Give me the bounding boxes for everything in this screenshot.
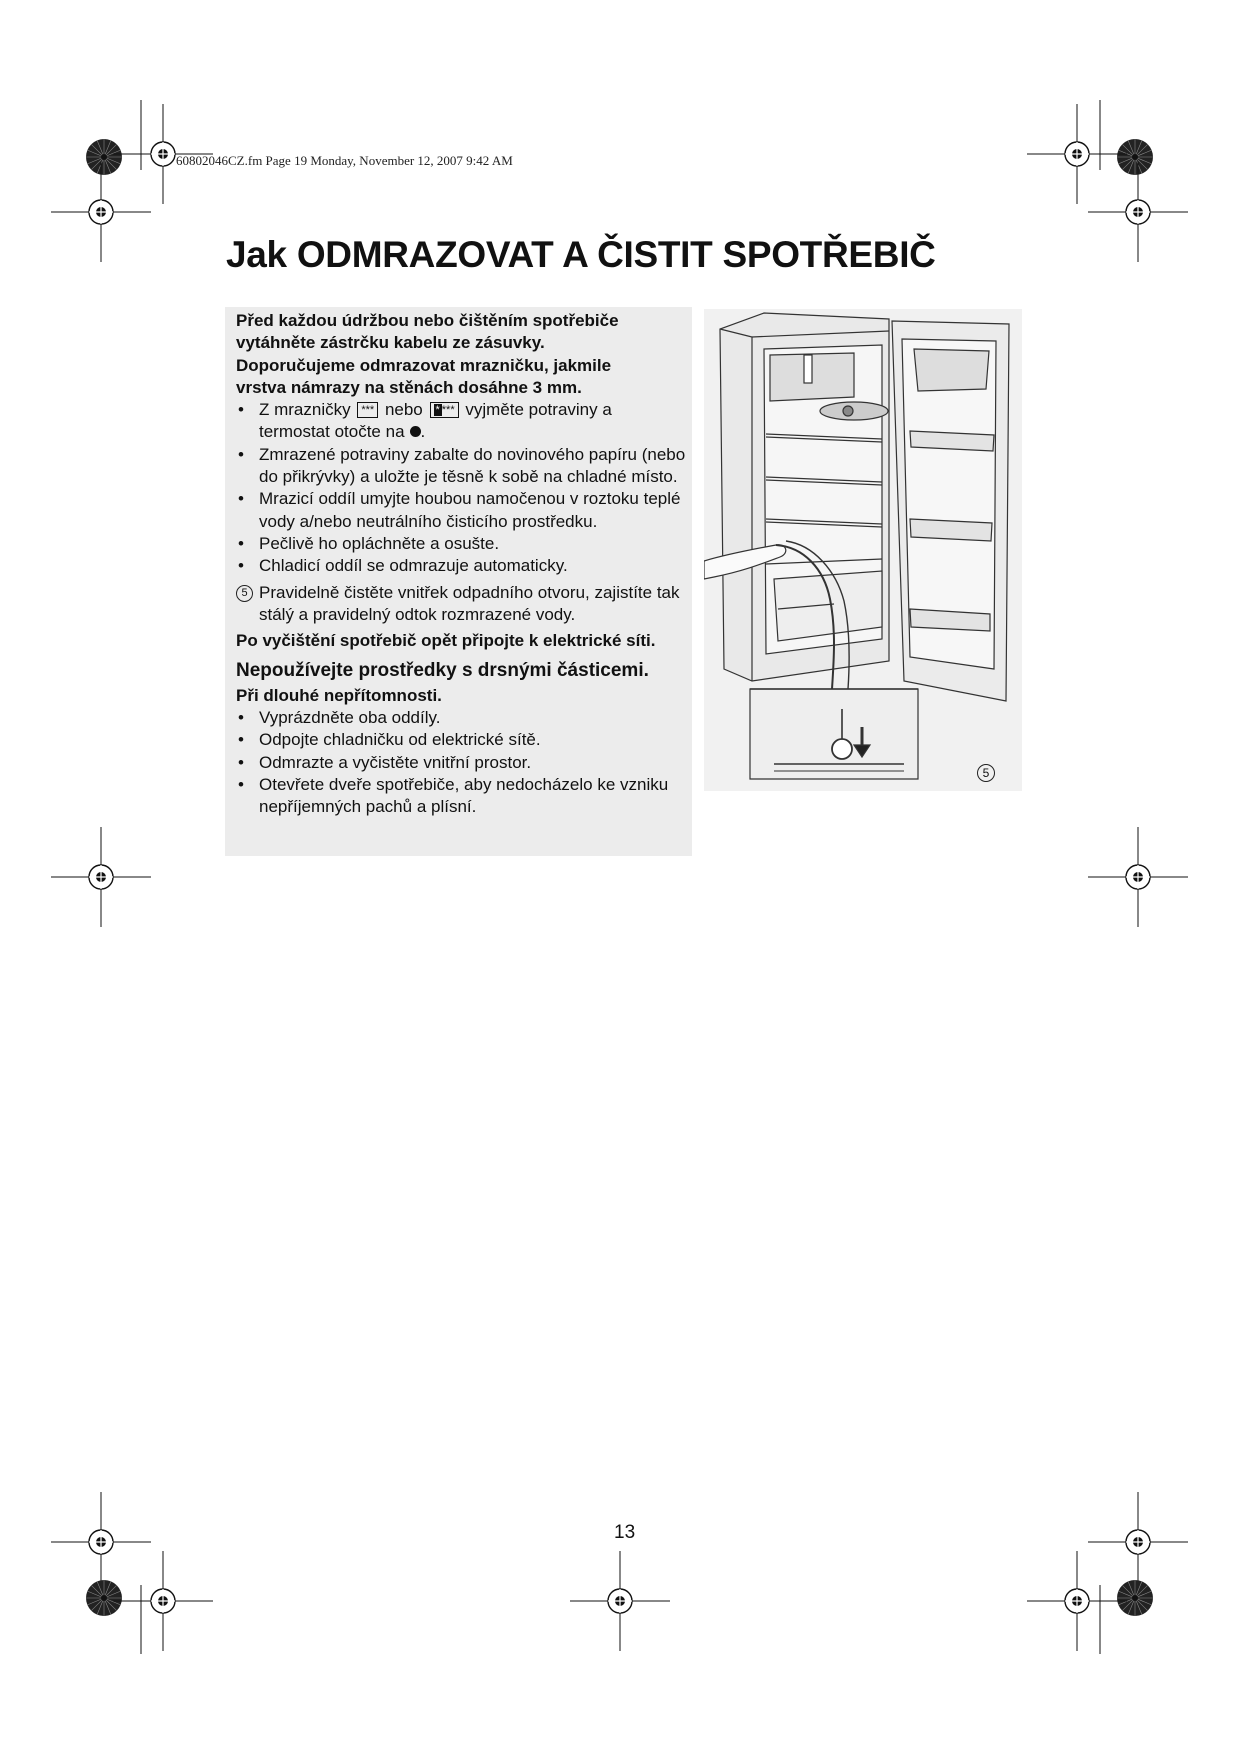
list-item: • Vyprázdněte oba oddíly. [238,708,441,728]
reconnect-note: Po vyčištění spotřebič opět připojte k elektrické síti. [236,631,656,651]
three-star-icon: *** [357,402,378,418]
list-item: • Odmrazte a vyčistěte vnitřní prostor. [238,752,532,772]
list-item: • Odpojte chladničku od elektrické sítě. [238,730,541,750]
step-auto-defrost: • Chladicí oddíl se odmrazuje automaticky. [238,556,568,576]
four-star-icon: * *** [430,402,459,418]
step-rinse: • Pečlivě ho opláchněte a osušte. [238,533,500,553]
intro-text: Před každou údržbou nebo čištěním spotřebiče vytáhněte zástrčku kabelu ze zásuvky. Doporučujeme odmrazovat mrazničku, jakmile vrstva námrazy na stěnách dosáhne 3 mm. [236,311,619,397]
page-title: Jak ODMRAZOVAT A ČISTIT SPOTŘEBIČ [226,234,936,275]
step-wash-freezer: • Mrazicí oddíl umyjte houbou namočenou v roztoku teplé vody a/nebo neutrálního čisticího prostředku. [238,489,681,531]
step-wrap-food: • Zmrazené potraviny zabalte do novinového papíru (nebo do přikrývky) a uložte je těsně k sobě na chladné místo. [238,444,686,487]
absence-heading: Při dlouhé nepřítomnosti. [236,685,442,705]
defrost-steps [236,399,688,626]
figure-ref-badge: 5 [236,585,253,602]
list-item: • Otevřete dveře spotřebiče, aby nedocházelo ke vzniku nepříjemných pachů a plísní. [238,774,669,817]
figure-number-badge: 5 [977,764,995,782]
step-empty-freezer: • Z mrazničky *** nebo * *** vyjměte potraviny a termostat otočte na . [238,400,612,442]
off-position-dot-icon [410,426,421,437]
file-header: 60802046CZ.fm Page 19 Monday, November 12, 2007 9:42 AM [176,153,513,168]
fridge-cleaning-illustration [704,309,1022,791]
step-clean-drain: 5 Pravidelně čistěte vnitřek odpadního otvoru, zajistíte tak stálý a pravidelný odtok rozmrazené vody. [236,582,688,627]
instructions-content [236,310,688,819]
page-number: 13 [614,1522,636,1543]
warning-heading: Nepoužívejte prostředky s drsnými částicemi. [236,660,649,682]
absence-steps [236,707,688,818]
